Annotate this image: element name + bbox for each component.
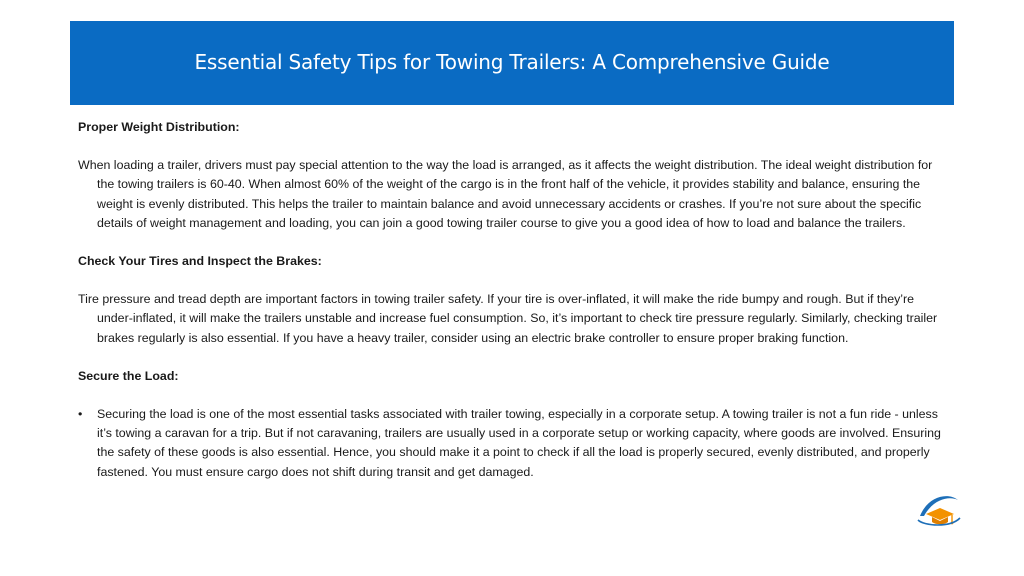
spacer [78,271,948,290]
spacer [78,137,948,156]
bullet-item [78,405,948,482]
logo-cap-top [926,508,954,520]
section-body-load: Securing the load is one of the most essential tasks associated with trailer towing, especially in a corporate setup. A towing trailer is not a fun ride - unless it’s towing a caravan for a trip. But if not caravaning, trailers are usually used in a corporate setup or working capacity, where goods are involved. Ensuring the safety of these goods is also essential. Hence, you should make it a point to check if all the load is properly secured, evenly distributed, and properly fastened. You must ensure cargo does not shift during transit and get damaged. [97,407,941,479]
section-heading-weight: Proper Weight Distribution: [78,120,240,134]
spacer [78,348,948,367]
spacer [78,386,948,405]
section-body-tires: Tire pressure and tread depth are important factors in towing trailer safety. If your tire is over-inflated, it will make the ride bumpy and rough. But if they’re under-inflated, it will make the trailers unstable and increase fuel consumption. So, it’s important to check tire pressure regularly. Similarly, checking trailer brakes regularly is also essential. If you have a heavy trailer, consider using an electric brake controller to ensure proper braking function. [78,292,938,345]
title-banner [70,21,954,105]
section-body-weight: When loading a trailer, drivers must pay special attention to the way the load is arranged, as it affects the weight distribution. The ideal weight distribution for the towing trailers is 60-40. When almost 60% of the weight of the cargo is in the front half of the vehicle, it provides stability and balance, ensuring the weight is evenly distributed. This helps the trailer to maintain balance and avoid unnecessary accidents or crashes. If you’re not sure about the specific details of weight management and loading, you can join a good towing trailer course to give you a good idea of how to load and balance the trailers. [78,158,933,230]
document-body [78,118,948,482]
graduation-cap-logo-icon [914,490,962,528]
bullet-icon: • [78,407,83,422]
spacer [78,233,948,252]
section-heading-load: Secure the Load: [78,368,179,383]
section-heading-tires: Check Your Tires and Inspect the Brakes: [78,254,322,269]
page-title: Essential Safety Tips for Towing Trailers: A Comprehensive Guide [194,50,830,74]
